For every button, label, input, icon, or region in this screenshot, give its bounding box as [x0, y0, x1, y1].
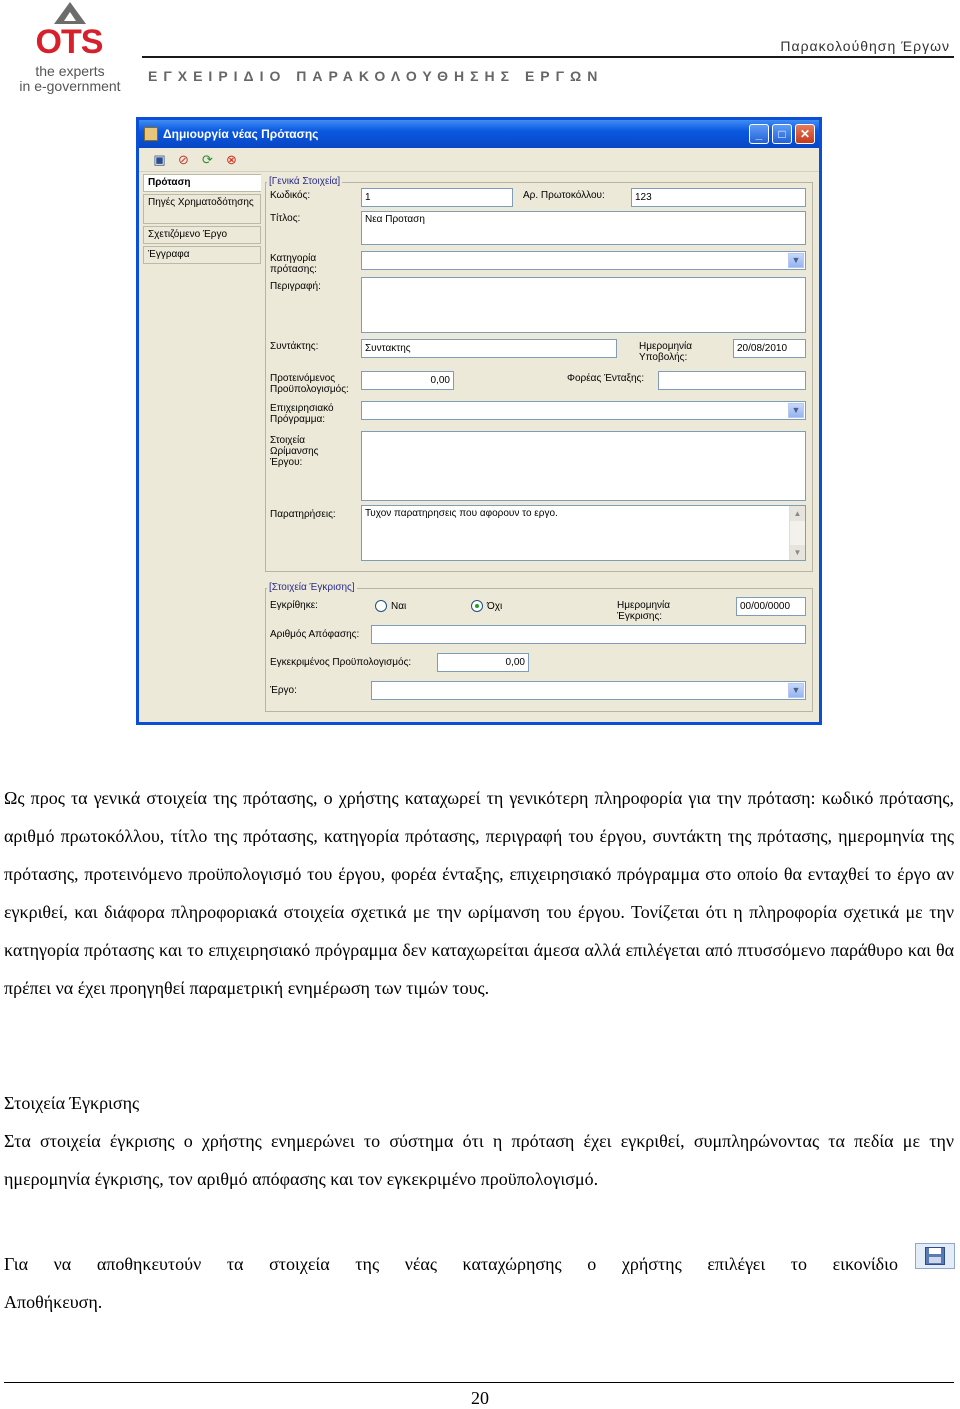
close-icon[interactable]: ⊗: [226, 152, 237, 167]
category-select[interactable]: [361, 251, 806, 270]
scroll-down-icon[interactable]: ▼: [790, 545, 805, 560]
refresh-icon[interactable]: ⟳: [202, 152, 213, 167]
general-group-title: [Γενικά Στοιχεία]: [269, 176, 341, 187]
chevron-down-icon[interactable]: ▼: [788, 403, 804, 418]
budget-field[interactable]: 0,00: [361, 371, 454, 390]
submit-date-field[interactable]: 20/08/2010: [733, 339, 806, 358]
minimize-button[interactable]: _: [749, 124, 769, 144]
remarks-scrollbar[interactable]: [789, 506, 805, 560]
code-label: Κωδικός:: [270, 190, 311, 201]
maturity-label: Στοιχεία Ωρίμανσης Έργου:: [270, 435, 319, 468]
protocol-label: Αρ. Πρωτοκόλλου:: [523, 190, 605, 201]
chevron-down-icon[interactable]: ▼: [788, 253, 804, 268]
code-field[interactable]: 1: [361, 188, 513, 207]
approved-no-radio[interactable]: [471, 600, 483, 612]
sidebar-item-proposal[interactable]: Πρόταση: [143, 174, 261, 192]
toolbar: [139, 148, 819, 172]
proposal-window: [136, 117, 822, 725]
description-label: Περιγραφή:: [270, 281, 321, 292]
paragraph-general-info: Ως προς τα γενικά στοιχεία της πρότασης, ο χρήστης καταχωρεί τη γενικότερη πληροφορία για την πρόταση: κωδικό πρότασης, αριθμό πρωτοκόλλου, τίτλο της πρότασης, κατηγορία πρότασης, περιγραφή του έργου, συντάκτη της πρότασης, ημερομηνία της πρότασης, προτεινόμενο προϋπολογισμό του έργου, φορέα ένταξης, επιχειρησιακό πρόγραμμα στο οποίο θα ενταχθεί το έργο αν εγκριθεί, και διάφορα πληροφοριακά στοιχεία σχετικά με την ωρίμανση του έργου. Τονίζεται ότι η πληροφορία σχετικά με την κατηγορία πρότασης και το επιχειρησιακό πρόγραμμα δεν καταχωρείται άμεσα αλλά επιλέγεται από πτυσσόμενο παράθυρο και θα πρέπει να έχει προηγηθεί παραμετρική ενημέρωση των τιμών τους.: [4, 788, 954, 998]
approval-date-label: Ημερομηνία Έγκρισης:: [617, 600, 671, 622]
approved-yes-label: Ναι: [391, 601, 407, 612]
cancel-icon[interactable]: ⊘: [178, 152, 189, 167]
submit-date-label: Ημερομηνία Υποβολής:: [639, 341, 693, 363]
project-label: Έργο:: [270, 685, 297, 696]
section-heading-approval: Στοιχεία Έγκρισης: [4, 1093, 140, 1113]
decision-label: Αριθμός Απόφασης:: [270, 629, 360, 640]
budget-label: Προτεινόμενος Προϋπολογισμός:: [270, 373, 349, 395]
document-title: ΕΓΧΕΙΡΙΔΙΟ ΠΑΡΑΚΟΛΟΥΘΗΣΗΣ ΕΡΓΩΝ: [148, 68, 604, 84]
paragraph-approval: Στα στοιχεία έγκρισης ο χρήστης ενημερώνει το σύστημα ότι η πρόταση έχει εγκριθεί, συμπληρώνοντας τα πεδία με την ημερομηνία έγκρισης, τον αριθμό απόφασης και τον εγκεκριμένο προϋπολογισμό.: [4, 1131, 954, 1189]
author-field[interactable]: Συντακτης: [361, 339, 617, 358]
page-number: 20: [471, 1388, 489, 1408]
author-label: Συντάκτης:: [270, 341, 319, 352]
window-app-icon: [144, 127, 158, 141]
approval-date-field[interactable]: 00/00/0000: [736, 597, 806, 616]
body-field[interactable]: [658, 371, 806, 390]
ots-logo: [4, 2, 136, 94]
window-titlebar[interactable]: [139, 120, 819, 148]
remarks-field[interactable]: Τυχον παρατηρησεις που αφορουν το εργο. ▲ ▼: [361, 505, 806, 561]
category-label: Κατηγορία πρότασης:: [270, 253, 317, 275]
sidebar-item-funding[interactable]: Πηγές Χρηματοδότησης: [143, 194, 261, 224]
approval-group-title: [Στοιχεία Έγκρισης]: [269, 582, 355, 593]
sidebar-item-documents[interactable]: Έγγραφα: [143, 246, 261, 264]
decision-field[interactable]: [371, 625, 806, 644]
program-select[interactable]: [361, 401, 806, 420]
logo-tagline: in e-government: [19, 78, 121, 94]
approved-budget-label: Εγκεκριμένος Προϋπολογισμός:: [270, 657, 412, 668]
maturity-field[interactable]: [361, 431, 806, 501]
approved-no-label: Όχι: [487, 601, 503, 612]
paragraph-save-line: Για να αποθηκευτούν τα στοιχεία της νέας καταχώρησης ο χρήστης επιλέγει το εικονίδιο: [4, 1254, 898, 1274]
title-label: Τίτλος:: [270, 213, 301, 224]
approved-label: Εγκρίθηκε:: [270, 600, 318, 611]
approved-budget-field[interactable]: 0,00: [437, 653, 529, 672]
title-field[interactable]: Νεα Προταση: [361, 211, 806, 245]
sidebar-item-related-project[interactable]: Σχετιζόμενο Έργο: [143, 226, 261, 244]
remarks-label: Παρατηρήσεις:: [270, 509, 336, 520]
logo-wordmark: OTS: [35, 23, 103, 61]
description-field[interactable]: [361, 277, 806, 333]
footer-divider: [4, 1382, 954, 1383]
approved-yes-radio[interactable]: [375, 600, 387, 612]
paragraph-save-end: Αποθήκευση.: [4, 1292, 103, 1312]
save-icon[interactable]: ▣: [153, 152, 166, 167]
project-select[interactable]: [371, 681, 806, 700]
program-label: Επιχειρησιακό Πρόγραμμα:: [270, 403, 334, 425]
maximize-button[interactable]: □: [772, 124, 792, 144]
save-icon: [915, 1243, 955, 1269]
scroll-up-icon[interactable]: ▲: [790, 506, 805, 521]
window-title: Δημιουργία νέας Πρότασης: [163, 127, 319, 141]
close-button[interactable]: ✕: [795, 124, 815, 144]
logo-tagline: the experts: [35, 63, 105, 79]
chevron-down-icon[interactable]: ▼: [788, 683, 804, 698]
section-title: Παρακολούθηση Έργων: [780, 38, 950, 54]
header-divider: [142, 56, 954, 58]
body-label: Φορέας Ένταξης:: [567, 373, 645, 384]
protocol-field[interactable]: 123: [631, 188, 806, 207]
